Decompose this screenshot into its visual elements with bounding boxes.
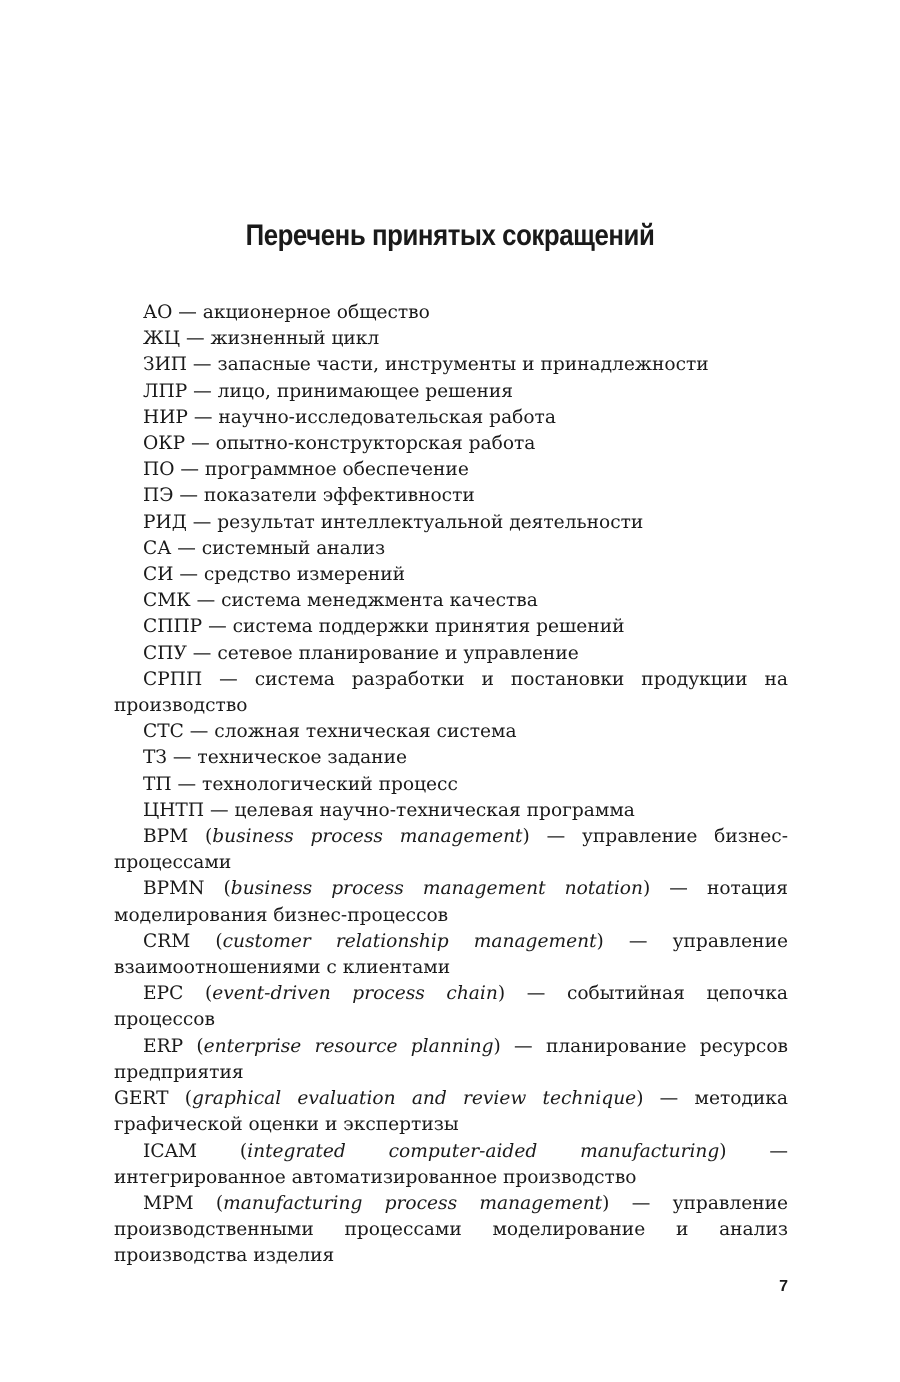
abbreviation-definition: программное обеспечение	[204, 459, 469, 481]
abbreviation-term: СПУ	[143, 642, 187, 664]
abbreviation-term: СИ	[143, 564, 174, 586]
abbreviation-term: CRM	[143, 930, 191, 952]
abbreviation-entry: ЖЦ — жизненный цикл	[143, 328, 380, 350]
abbreviation-expansion: integrated computer-aided manufacturing	[247, 1140, 720, 1162]
abbreviation-entry: СИ — средство измерений	[143, 564, 406, 586]
abbreviation-entry: СТС — сложная техническая система	[143, 721, 517, 743]
abbreviation-entry: BPMN (business process management notation) — нотация моделирования бизнес-процессов	[114, 878, 788, 926]
abbreviation-entry: ЗИП — запасные части, инструменты и принадлежности	[143, 354, 709, 376]
abbreviation-entry: ЛПР — лицо, принимающее решения	[143, 380, 513, 402]
abbreviation-list	[114, 300, 788, 1270]
abbreviation-definition: показатели эффективности	[203, 485, 475, 507]
abbreviation-term: НИР	[143, 406, 188, 428]
abbreviation-definition: управление бизнес-процессами	[114, 826, 788, 874]
abbreviation-term: ERP	[143, 1035, 184, 1057]
abbreviation-expansion: business process management	[212, 826, 523, 848]
page-number: 7	[779, 1278, 788, 1295]
abbreviation-expansion: manufacturing process management	[223, 1192, 603, 1214]
abbreviation-term: ЖЦ	[143, 328, 181, 350]
abbreviation-definition: жизненный цикл	[210, 328, 380, 350]
abbreviation-entry: ЦНТП — целевая научно-техническая программа	[143, 799, 635, 821]
abbreviation-term: ЗИП	[143, 354, 188, 376]
abbreviation-definition: системный анализ	[201, 537, 386, 559]
abbreviation-definition: сетевое планирование и управление	[217, 642, 579, 664]
abbreviation-expansion: event-driven process chain	[212, 983, 498, 1005]
abbreviation-definition: управление производственными процессами моделирование и анализ производства изделия	[114, 1192, 788, 1267]
abbreviation-definition: интегрированное автоматизированное производство	[114, 1166, 637, 1188]
abbreviation-entry: РИД — результат интеллектуальной деятельности	[143, 511, 644, 533]
abbreviation-entry: ПО — программное обеспечение	[143, 459, 469, 481]
abbreviation-term: MPM	[143, 1192, 194, 1214]
abbreviation-entry: BPM (business process management) — управление бизнес-процессами	[114, 826, 788, 874]
abbreviation-entry: ПЭ — показатели эффективности	[143, 485, 475, 507]
abbreviation-definition: лицо, принимающее решения	[217, 380, 513, 402]
abbreviation-entry: СА — системный анализ	[143, 537, 386, 559]
abbreviation-definition: техническое задание	[197, 747, 407, 769]
abbreviation-definition: событийная цепочка процессов	[114, 983, 788, 1031]
abbreviation-expansion: graphical evaluation and review technique	[192, 1088, 637, 1110]
abbreviation-expansion: business process management notation	[230, 878, 643, 900]
abbreviation-term: BPM	[143, 826, 189, 848]
abbreviation-definition: технологический процесс	[202, 773, 458, 795]
abbreviation-definition: акционерное общество	[202, 302, 430, 323]
abbreviation-entry: EPC (event-driven process chain) — событийная цепочка процессов	[114, 983, 788, 1031]
abbreviation-entry: ОКР — опытно-конструкторская работа	[143, 433, 536, 455]
abbreviation-term: EPC	[143, 983, 184, 1005]
abbreviation-definition: научно-исследовательская работа	[218, 406, 556, 428]
abbreviation-term: BPMN	[143, 878, 205, 900]
abbreviation-entry: СППР — система поддержки принятия решений	[143, 616, 625, 638]
abbreviation-entry: СРПП — система разработки и постановки продукции на производство	[114, 668, 788, 717]
abbreviation-entry: НИР — научно-исследовательская работа	[143, 406, 556, 428]
abbreviation-definition: средство измерений	[203, 564, 406, 586]
abbreviation-term: ПО	[143, 459, 175, 481]
abbreviation-definition: планирование ресурсов предприятия	[114, 1035, 789, 1083]
abbreviation-term: ОКР	[143, 433, 186, 455]
abbreviation-entry: СПУ — сетевое планирование и управление	[143, 642, 579, 664]
abbreviation-term: ЦНТП	[143, 799, 205, 821]
abbreviation-entry: СМК — система менеджмента качества	[143, 590, 538, 612]
abbreviation-term: АО	[143, 302, 173, 323]
abbreviation-definition: управление взаимоотношениями с клиентами	[114, 930, 788, 979]
abbreviation-definition: сложная техническая система	[214, 721, 517, 743]
abbreviation-term: СМК	[143, 590, 191, 612]
abbreviation-definition: система разработки и постановки продукции на производство	[114, 668, 788, 717]
abbreviation-term: СРПП	[143, 668, 203, 690]
page-title: Перечень принятых сокращений	[245, 219, 655, 252]
abbreviation-entry: ERP (enterprise resource planning) — планирование ресурсов предприятия	[114, 1035, 789, 1083]
abbreviation-definition: система поддержки принятия решений	[232, 616, 625, 638]
abbreviation-entry: ТЗ — техническое задание	[143, 747, 407, 769]
abbreviation-definition: результат интеллектуальной деятельности	[217, 511, 644, 533]
abbreviation-expansion: customer relationship management	[222, 930, 597, 952]
abbreviation-term: РИД	[143, 511, 187, 533]
abbreviation-definition: целевая научно-техническая программа	[234, 799, 635, 821]
abbreviation-entry: GERT (graphical evaluation and review technique) — методика графической оценки и экспертизы	[114, 1088, 789, 1136]
abbreviation-entry: ТП — технологический процесс	[143, 773, 458, 795]
abbreviation-term: СТС	[143, 721, 184, 743]
abbreviation-term: ТП	[143, 773, 172, 795]
abbreviation-definition: методика графической оценки и экспертизы	[114, 1088, 789, 1136]
abbreviation-definition: запасные части, инструменты и принадлежности	[217, 354, 709, 376]
abbreviation-definition: опытно-конструкторская работа	[215, 433, 536, 455]
abbreviation-entry: CRM (customer relationship management) — управление взаимоотношениями с клиентами	[114, 930, 788, 979]
abbreviation-term: ICAM	[143, 1140, 198, 1162]
abbreviation-expansion: enterprise resource planning	[203, 1035, 494, 1057]
abbreviation-term: GERT	[114, 1088, 169, 1110]
abbreviation-term: ПЭ	[143, 485, 174, 507]
abbreviation-entry: АО — акционерное общество	[143, 302, 430, 323]
abbreviation-entry: ICAM (integrated computer-aided manufacturing) — интегрированное автоматизированное производство	[114, 1140, 788, 1188]
abbreviation-definition: нотация моделирования бизнес-процессов	[114, 878, 788, 926]
abbreviation-entry: MPM (manufacturing process management) — управление производственными процессами моделирование и анализ производства изделия	[114, 1192, 788, 1267]
abbreviation-definition: система менеджмента качества	[221, 590, 538, 612]
abbreviation-term: СА	[143, 537, 172, 559]
abbreviation-term: ЛПР	[143, 380, 188, 402]
abbreviation-term: ТЗ	[143, 747, 167, 769]
abbreviation-term: СППР	[143, 616, 203, 638]
